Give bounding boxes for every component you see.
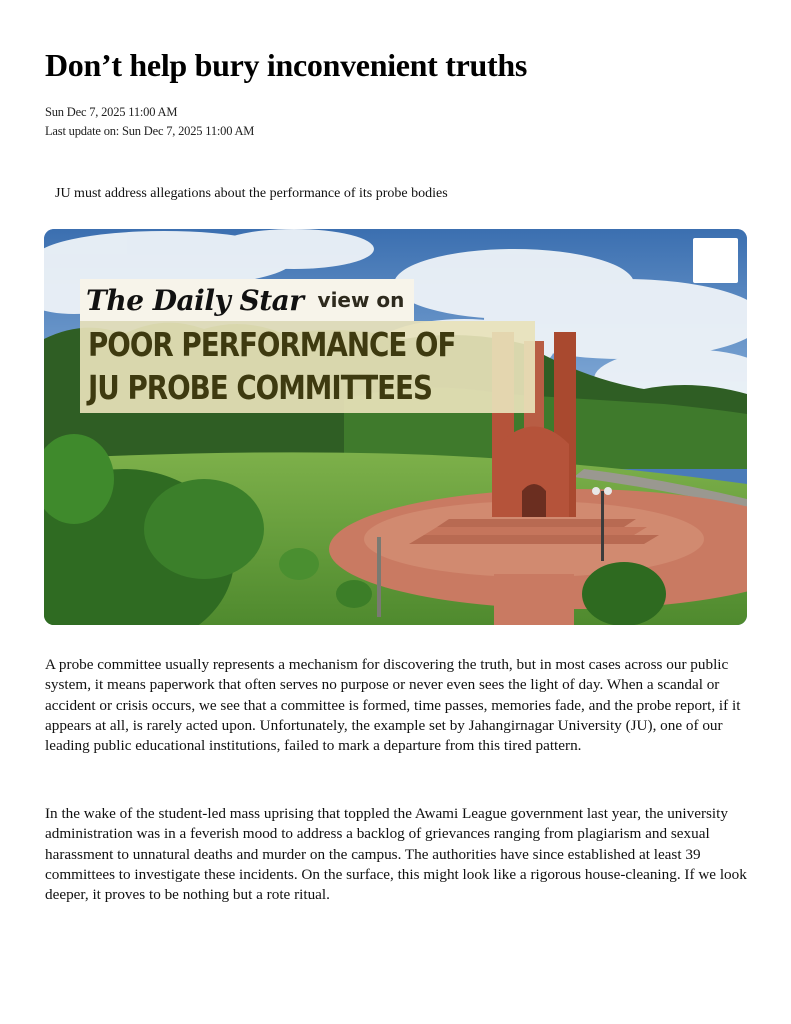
- daily-star-logo: The Daily Star: [86, 283, 304, 317]
- last-update-date: Last update on: Sun Dec 7, 2025 11:00 AM: [45, 124, 255, 138]
- hero-masthead-suffix: view on: [317, 288, 405, 312]
- article-subheadline: JU must address allegations about the performance of its probe bodies: [55, 186, 448, 201]
- hero-title-line: POOR PERFORMANCE OF: [88, 325, 456, 364]
- publish-date: Sun Dec 7, 2025 11:00 AM: [45, 105, 178, 119]
- hero-image: [44, 229, 747, 625]
- monument-steps: [409, 519, 659, 544]
- hero-masthead: [80, 279, 414, 321]
- hero-title-line: JU PROBE COMMITTEES: [88, 368, 432, 407]
- hero-corner-badge: [693, 238, 738, 283]
- article-paragraph: In the wake of the student-led mass uprising that toppled the Awami League government last year, the university administration was in a feverish mood to address a backlog of grievances ranging from plagiarism and sexual harassment to unnatural deaths and murder on the campus. The authorities have since established at least 39 committees to investigate these incidents. On the surface, this might look like a rigorous house-cleaning. If we look deeper, it proves to be nothing but a rote ritual.: [45, 805, 747, 904]
- article-headline: Don’t help bury inconvenient truths: [45, 47, 528, 83]
- hero-title: [80, 321, 535, 413]
- lamp-post: [601, 491, 604, 561]
- article-paragraph: A probe committee usually represents a mechanism for discovering the truth, but in most cases across our public system, it means paperwork that often serves no purpose or never even sees the light of day. When a scandal or accident or crisis occurs, we see that a committee is formed, time passes, memories fade, and the probe report, if it appears at all, is rarely acted upon. Unfortunately, the example set by Jahangirnagar University (JU), one of our leading public educational institutions, failed to mark a departure from this tired pattern.: [45, 656, 741, 755]
